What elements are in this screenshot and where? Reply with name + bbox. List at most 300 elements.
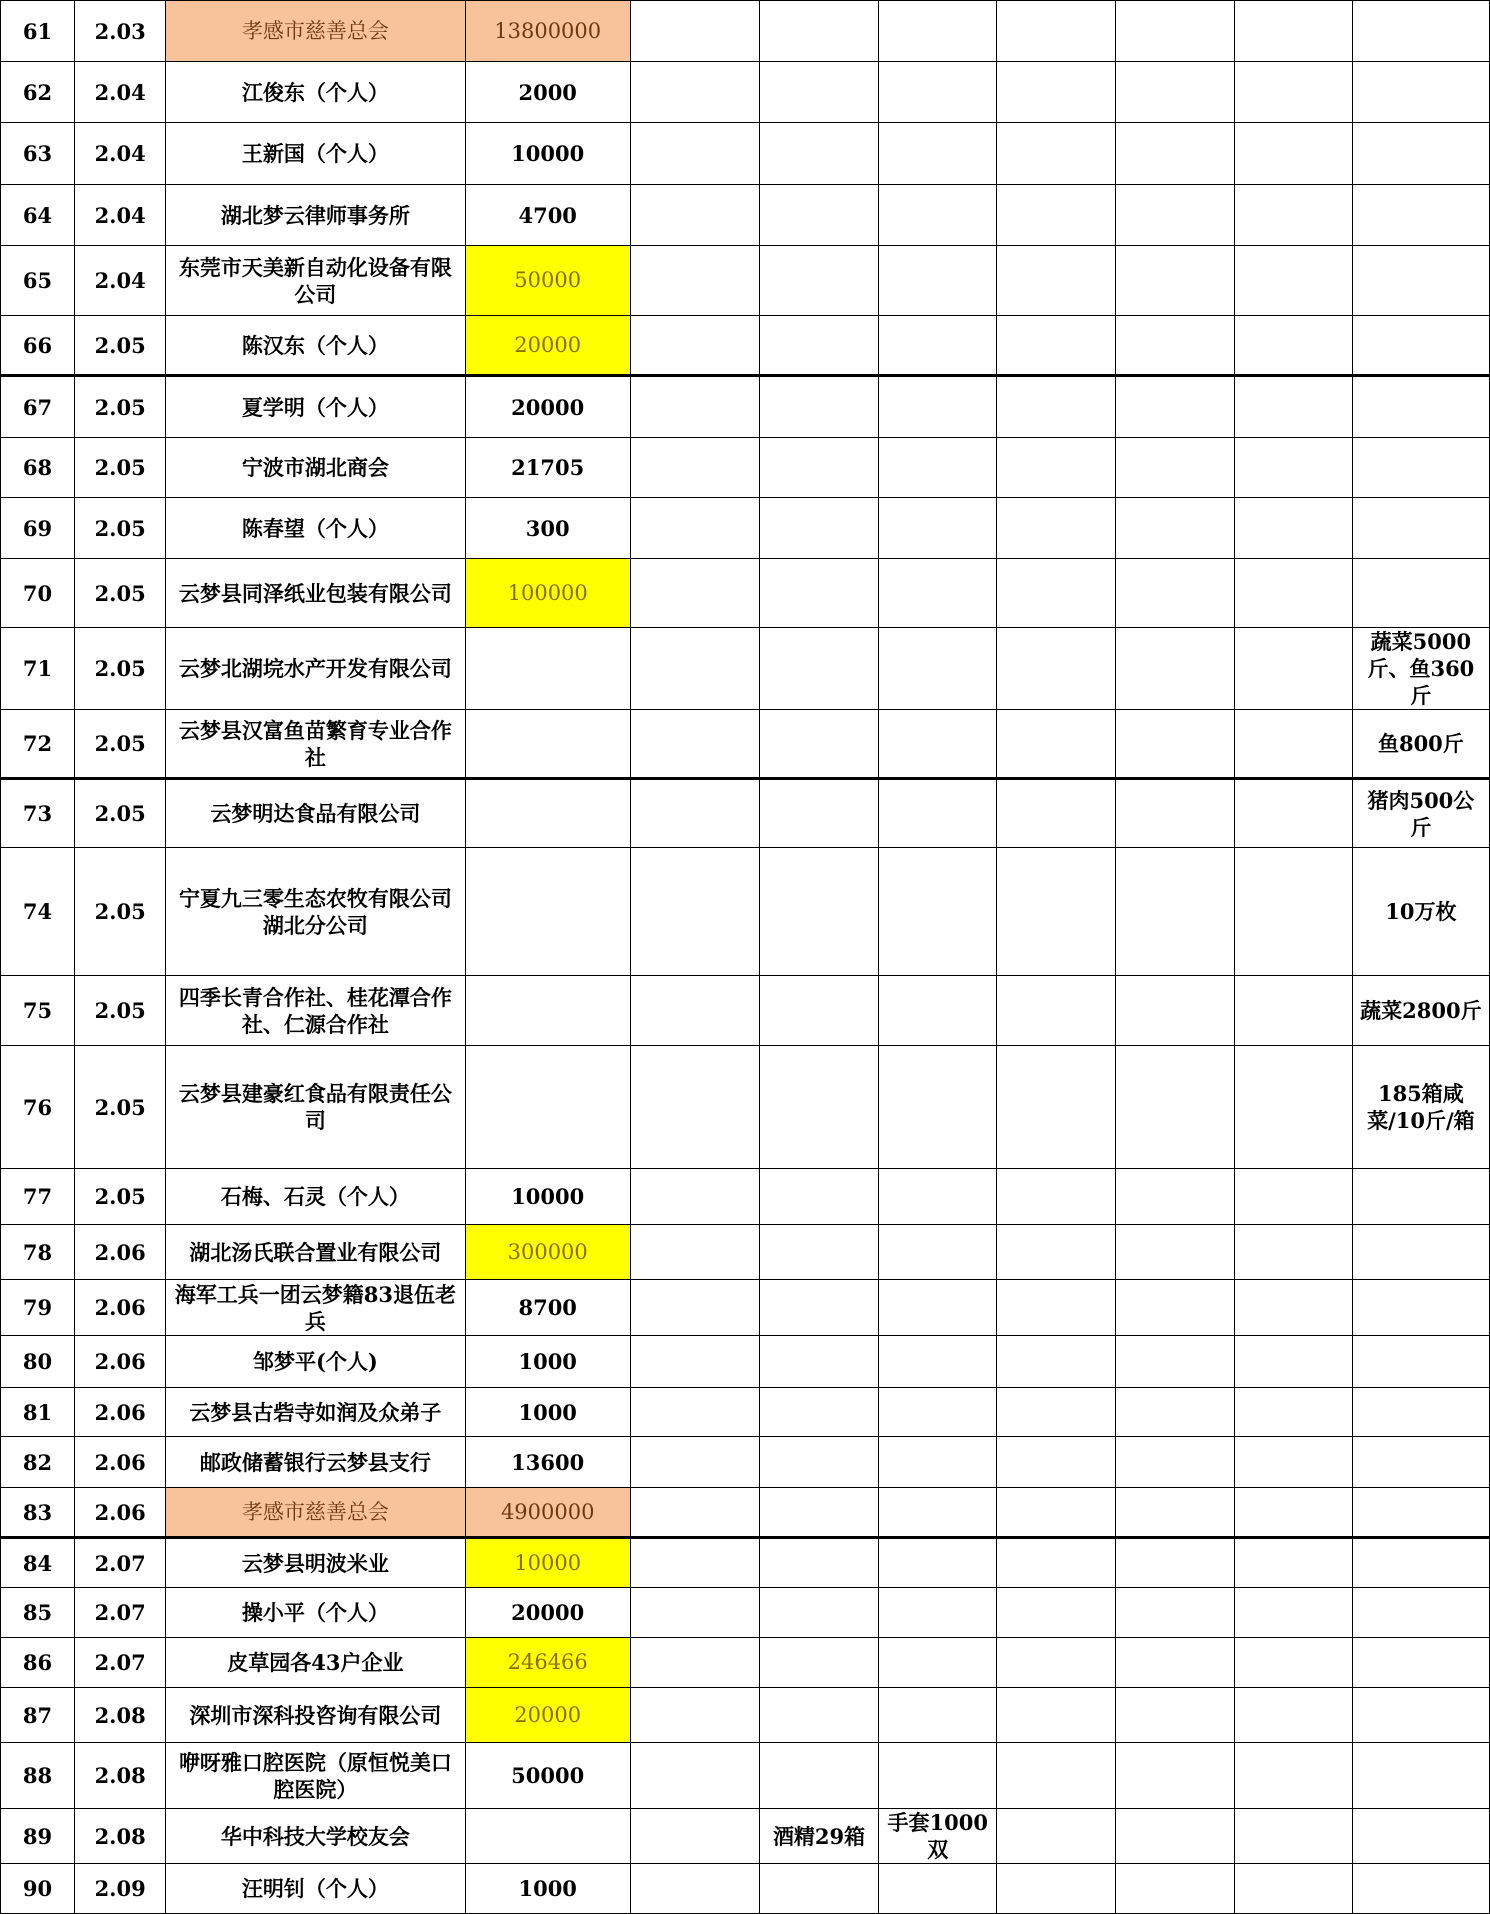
cell-row-number[interactable]: 62: [1, 62, 75, 123]
cell-date[interactable]: 2.05: [75, 559, 166, 628]
cell-amount[interactable]: 20000: [465, 316, 630, 376]
cell-col6[interactable]: [759, 185, 878, 246]
cell-date[interactable]: 2.04: [75, 123, 166, 185]
cell-col9[interactable]: [1116, 1588, 1234, 1638]
cell-col6[interactable]: [759, 976, 878, 1046]
cell-donor-name[interactable]: 孝感市慈善总会: [166, 1488, 465, 1538]
cell-col7[interactable]: [879, 498, 997, 559]
cell-date[interactable]: 2.04: [75, 185, 166, 246]
cell-col10[interactable]: [1234, 710, 1352, 779]
cell-donor-name[interactable]: 四季长青合作社、桂花潭合作社、仁源合作社: [166, 976, 465, 1046]
cell-donor-name[interactable]: 宁夏九三零生态农牧有限公司湖北分公司: [166, 848, 465, 976]
cell-col7[interactable]: [879, 316, 997, 376]
cell-amount[interactable]: [465, 1046, 630, 1169]
cell-col7[interactable]: [879, 1225, 997, 1280]
cell-col8[interactable]: [997, 185, 1116, 246]
cell-col7[interactable]: [879, 779, 997, 848]
cell-col10[interactable]: [1234, 559, 1352, 628]
cell-col8[interactable]: [997, 1280, 1116, 1336]
cell-donor-name[interactable]: 操小平（个人）: [166, 1588, 465, 1638]
cell-row-number[interactable]: 70: [1, 559, 75, 628]
cell-col5[interactable]: [630, 1588, 759, 1638]
cell-goods[interactable]: [1352, 376, 1489, 438]
cell-goods[interactable]: [1352, 559, 1489, 628]
cell-col8[interactable]: [997, 1, 1116, 62]
cell-date[interactable]: 2.08: [75, 1688, 166, 1743]
cell-col8[interactable]: [997, 498, 1116, 559]
cell-col6[interactable]: 酒精29箱: [759, 1809, 878, 1864]
cell-col7[interactable]: [879, 1743, 997, 1809]
cell-date[interactable]: 2.07: [75, 1588, 166, 1638]
cell-col5[interactable]: [630, 1336, 759, 1388]
cell-date[interactable]: 2.04: [75, 62, 166, 123]
cell-goods[interactable]: [1352, 1, 1489, 62]
cell-amount[interactable]: 50000: [465, 246, 630, 316]
cell-donor-name[interactable]: 云梦县建豪红食品有限责任公司: [166, 1046, 465, 1169]
cell-col10[interactable]: [1234, 1743, 1352, 1809]
cell-goods[interactable]: [1352, 1538, 1489, 1588]
cell-goods[interactable]: [1352, 1864, 1489, 1914]
cell-donor-name[interactable]: 汪明钊（个人）: [166, 1864, 465, 1914]
cell-date[interactable]: 2.04: [75, 246, 166, 316]
cell-donor-name[interactable]: 江俊东（个人）: [166, 62, 465, 123]
cell-col6[interactable]: [759, 62, 878, 123]
cell-col5[interactable]: [630, 1169, 759, 1225]
cell-col9[interactable]: [1116, 376, 1234, 438]
cell-date[interactable]: 2.05: [75, 438, 166, 498]
cell-date[interactable]: 2.06: [75, 1336, 166, 1388]
cell-col8[interactable]: [997, 1538, 1116, 1588]
cell-col6[interactable]: [759, 1488, 878, 1538]
cell-donor-name[interactable]: 云梦北湖垸水产开发有限公司: [166, 628, 465, 710]
cell-col5[interactable]: [630, 848, 759, 976]
cell-amount[interactable]: [465, 779, 630, 848]
cell-donor-name[interactable]: 云梦明达食品有限公司: [166, 779, 465, 848]
cell-col6[interactable]: [759, 1864, 878, 1914]
cell-goods[interactable]: [1352, 1809, 1489, 1864]
cell-date[interactable]: 2.05: [75, 1046, 166, 1169]
cell-donor-name[interactable]: 云梦县明波米业: [166, 1538, 465, 1588]
cell-donor-name[interactable]: 孝感市慈善总会: [166, 1, 465, 62]
cell-goods[interactable]: [1352, 438, 1489, 498]
cell-col7[interactable]: [879, 559, 997, 628]
cell-col7[interactable]: [879, 376, 997, 438]
cell-row-number[interactable]: 64: [1, 185, 75, 246]
cell-amount[interactable]: 246466: [465, 1638, 630, 1688]
cell-col9[interactable]: [1116, 1280, 1234, 1336]
cell-col10[interactable]: [1234, 1638, 1352, 1688]
cell-col7[interactable]: [879, 62, 997, 123]
cell-goods[interactable]: [1352, 316, 1489, 376]
cell-col8[interactable]: [997, 246, 1116, 316]
cell-col9[interactable]: [1116, 628, 1234, 710]
cell-col10[interactable]: [1234, 1588, 1352, 1638]
cell-col9[interactable]: [1116, 246, 1234, 316]
cell-col6[interactable]: [759, 628, 878, 710]
cell-donor-name[interactable]: 邹梦平(个人): [166, 1336, 465, 1388]
cell-col5[interactable]: [630, 498, 759, 559]
cell-amount[interactable]: 10000: [465, 1538, 630, 1588]
cell-row-number[interactable]: 86: [1, 1638, 75, 1688]
cell-col9[interactable]: [1116, 62, 1234, 123]
cell-row-number[interactable]: 89: [1, 1809, 75, 1864]
cell-col5[interactable]: [630, 438, 759, 498]
cell-col7[interactable]: [879, 1, 997, 62]
cell-col9[interactable]: [1116, 559, 1234, 628]
cell-col6[interactable]: [759, 1046, 878, 1169]
cell-col5[interactable]: [630, 1688, 759, 1743]
cell-row-number[interactable]: 66: [1, 316, 75, 376]
cell-col9[interactable]: [1116, 438, 1234, 498]
cell-col8[interactable]: [997, 376, 1116, 438]
cell-col7[interactable]: [879, 1388, 997, 1437]
cell-donor-name[interactable]: 深圳市深科投咨询有限公司: [166, 1688, 465, 1743]
cell-col9[interactable]: [1116, 498, 1234, 559]
cell-amount[interactable]: 13600: [465, 1437, 630, 1488]
cell-goods[interactable]: [1352, 1688, 1489, 1743]
cell-col7[interactable]: [879, 1688, 997, 1743]
cell-col10[interactable]: [1234, 376, 1352, 438]
cell-date[interactable]: 2.05: [75, 316, 166, 376]
cell-col5[interactable]: [630, 1638, 759, 1688]
cell-col7[interactable]: [879, 1638, 997, 1688]
cell-amount[interactable]: 20000: [465, 376, 630, 438]
cell-row-number[interactable]: 67: [1, 376, 75, 438]
cell-row-number[interactable]: 85: [1, 1588, 75, 1638]
cell-date[interactable]: 2.06: [75, 1437, 166, 1488]
cell-col9[interactable]: [1116, 1538, 1234, 1588]
cell-col7[interactable]: [879, 1169, 997, 1225]
cell-amount[interactable]: [465, 848, 630, 976]
cell-row-number[interactable]: 81: [1, 1388, 75, 1437]
cell-col8[interactable]: [997, 1336, 1116, 1388]
cell-col10[interactable]: [1234, 779, 1352, 848]
cell-goods[interactable]: 鱼800斤: [1352, 710, 1489, 779]
cell-date[interactable]: 2.05: [75, 498, 166, 559]
cell-col5[interactable]: [630, 1538, 759, 1588]
cell-col10[interactable]: [1234, 62, 1352, 123]
cell-col9[interactable]: [1116, 1225, 1234, 1280]
cell-col9[interactable]: [1116, 710, 1234, 779]
cell-col9[interactable]: [1116, 848, 1234, 976]
cell-date[interactable]: 2.06: [75, 1280, 166, 1336]
cell-col6[interactable]: [759, 498, 878, 559]
cell-amount[interactable]: 1000: [465, 1388, 630, 1437]
cell-col10[interactable]: [1234, 246, 1352, 316]
cell-donor-name[interactable]: 王新国（个人）: [166, 123, 465, 185]
cell-col6[interactable]: [759, 710, 878, 779]
cell-amount[interactable]: 100000: [465, 559, 630, 628]
cell-amount[interactable]: 4900000: [465, 1488, 630, 1538]
cell-col10[interactable]: [1234, 1, 1352, 62]
cell-row-number[interactable]: 84: [1, 1538, 75, 1588]
cell-col6[interactable]: [759, 1688, 878, 1743]
cell-col9[interactable]: [1116, 1336, 1234, 1388]
cell-col7[interactable]: [879, 1437, 997, 1488]
cell-col9[interactable]: [1116, 316, 1234, 376]
cell-col10[interactable]: [1234, 498, 1352, 559]
cell-col10[interactable]: [1234, 628, 1352, 710]
cell-col9[interactable]: [1116, 1046, 1234, 1169]
cell-col9[interactable]: [1116, 1, 1234, 62]
cell-col10[interactable]: [1234, 1169, 1352, 1225]
cell-col10[interactable]: [1234, 976, 1352, 1046]
cell-goods[interactable]: [1352, 246, 1489, 316]
cell-row-number[interactable]: 76: [1, 1046, 75, 1169]
cell-col7[interactable]: [879, 976, 997, 1046]
cell-goods[interactable]: 猪肉500公斤: [1352, 779, 1489, 848]
cell-row-number[interactable]: 83: [1, 1488, 75, 1538]
cell-row-number[interactable]: 73: [1, 779, 75, 848]
cell-donor-name[interactable]: 陈汉东（个人）: [166, 316, 465, 376]
cell-row-number[interactable]: 65: [1, 246, 75, 316]
cell-date[interactable]: 2.08: [75, 1809, 166, 1864]
cell-col9[interactable]: [1116, 1864, 1234, 1914]
cell-col6[interactable]: [759, 1280, 878, 1336]
cell-col10[interactable]: [1234, 1388, 1352, 1437]
cell-col5[interactable]: [630, 376, 759, 438]
cell-amount[interactable]: 300: [465, 498, 630, 559]
cell-row-number[interactable]: 82: [1, 1437, 75, 1488]
cell-row-number[interactable]: 78: [1, 1225, 75, 1280]
cell-col5[interactable]: [630, 628, 759, 710]
cell-amount[interactable]: 8700: [465, 1280, 630, 1336]
cell-donor-name[interactable]: 皮草园各43户企业: [166, 1638, 465, 1688]
cell-col9[interactable]: [1116, 779, 1234, 848]
cell-amount[interactable]: 21705: [465, 438, 630, 498]
cell-date[interactable]: 2.06: [75, 1388, 166, 1437]
cell-donor-name[interactable]: 云梦县汉富鱼苗繁育专业合作社: [166, 710, 465, 779]
cell-row-number[interactable]: 87: [1, 1688, 75, 1743]
cell-col8[interactable]: [997, 779, 1116, 848]
cell-date[interactable]: 2.06: [75, 1488, 166, 1538]
cell-col9[interactable]: [1116, 1488, 1234, 1538]
cell-goods[interactable]: [1352, 123, 1489, 185]
cell-col6[interactable]: [759, 1, 878, 62]
cell-col8[interactable]: [997, 1488, 1116, 1538]
cell-col10[interactable]: [1234, 1538, 1352, 1588]
cell-date[interactable]: 2.03: [75, 1, 166, 62]
cell-col6[interactable]: [759, 316, 878, 376]
cell-amount[interactable]: 4700: [465, 185, 630, 246]
cell-date[interactable]: 2.06: [75, 1225, 166, 1280]
cell-row-number[interactable]: 69: [1, 498, 75, 559]
cell-col8[interactable]: [997, 1437, 1116, 1488]
cell-donor-name[interactable]: 华中科技大学校友会: [166, 1809, 465, 1864]
cell-goods[interactable]: [1352, 185, 1489, 246]
cell-date[interactable]: 2.05: [75, 710, 166, 779]
cell-col6[interactable]: [759, 1336, 878, 1388]
cell-goods[interactable]: [1352, 1280, 1489, 1336]
cell-col8[interactable]: [997, 710, 1116, 779]
cell-col7[interactable]: [879, 123, 997, 185]
cell-col7[interactable]: [879, 1280, 997, 1336]
cell-donor-name[interactable]: 海军工兵一团云梦籍83退伍老兵: [166, 1280, 465, 1336]
cell-col6[interactable]: [759, 1437, 878, 1488]
cell-goods[interactable]: 185箱咸菜/10斤/箱: [1352, 1046, 1489, 1169]
cell-col10[interactable]: [1234, 123, 1352, 185]
cell-goods[interactable]: [1352, 1225, 1489, 1280]
cell-row-number[interactable]: 88: [1, 1743, 75, 1809]
cell-donor-name[interactable]: 石梅、石灵（个人）: [166, 1169, 465, 1225]
cell-goods[interactable]: [1352, 1388, 1489, 1437]
cell-col9[interactable]: [1116, 976, 1234, 1046]
cell-col8[interactable]: [997, 438, 1116, 498]
cell-goods[interactable]: 蔬菜2800斤: [1352, 976, 1489, 1046]
cell-col9[interactable]: [1116, 1169, 1234, 1225]
cell-col8[interactable]: [997, 1638, 1116, 1688]
cell-col9[interactable]: [1116, 1638, 1234, 1688]
cell-amount[interactable]: [465, 1809, 630, 1864]
cell-goods[interactable]: [1352, 1169, 1489, 1225]
cell-amount[interactable]: 1000: [465, 1864, 630, 1914]
cell-col5[interactable]: [630, 1809, 759, 1864]
cell-col9[interactable]: [1116, 1809, 1234, 1864]
cell-date[interactable]: 2.05: [75, 1169, 166, 1225]
cell-row-number[interactable]: 74: [1, 848, 75, 976]
cell-col6[interactable]: [759, 376, 878, 438]
cell-goods[interactable]: [1352, 498, 1489, 559]
cell-amount[interactable]: [465, 976, 630, 1046]
cell-col5[interactable]: [630, 1280, 759, 1336]
cell-col8[interactable]: [997, 62, 1116, 123]
cell-amount[interactable]: 2000: [465, 62, 630, 123]
cell-date[interactable]: 2.05: [75, 628, 166, 710]
cell-col10[interactable]: [1234, 316, 1352, 376]
cell-col6[interactable]: [759, 779, 878, 848]
cell-col6[interactable]: [759, 1225, 878, 1280]
cell-goods[interactable]: [1352, 62, 1489, 123]
cell-col7[interactable]: [879, 848, 997, 976]
cell-col8[interactable]: [997, 559, 1116, 628]
cell-col8[interactable]: [997, 1688, 1116, 1743]
cell-col5[interactable]: [630, 123, 759, 185]
cell-col6[interactable]: [759, 438, 878, 498]
cell-col10[interactable]: [1234, 1688, 1352, 1743]
cell-date[interactable]: 2.05: [75, 376, 166, 438]
cell-donor-name[interactable]: 陈春望（个人）: [166, 498, 465, 559]
cell-col7[interactable]: 手套1000双: [879, 1809, 997, 1864]
cell-col6[interactable]: [759, 246, 878, 316]
cell-row-number[interactable]: 68: [1, 438, 75, 498]
cell-row-number[interactable]: 75: [1, 976, 75, 1046]
cell-col5[interactable]: [630, 1, 759, 62]
cell-col8[interactable]: [997, 1588, 1116, 1638]
cell-col8[interactable]: [997, 1169, 1116, 1225]
cell-col8[interactable]: [997, 848, 1116, 976]
cell-col10[interactable]: [1234, 1280, 1352, 1336]
cell-goods[interactable]: 蔬菜5000斤、鱼360斤: [1352, 628, 1489, 710]
cell-donor-name[interactable]: 邮政储蓄银行云梦县支行: [166, 1437, 465, 1488]
cell-col9[interactable]: [1116, 1388, 1234, 1437]
cell-date[interactable]: 2.05: [75, 779, 166, 848]
cell-donor-name[interactable]: 云梦县同泽纸业包装有限公司: [166, 559, 465, 628]
cell-goods[interactable]: [1352, 1336, 1489, 1388]
cell-col5[interactable]: [630, 1046, 759, 1169]
cell-donor-name[interactable]: 宁波市湖北商会: [166, 438, 465, 498]
cell-col10[interactable]: [1234, 1336, 1352, 1388]
cell-date[interactable]: 2.07: [75, 1638, 166, 1688]
cell-row-number[interactable]: 61: [1, 1, 75, 62]
cell-row-number[interactable]: 90: [1, 1864, 75, 1914]
cell-date[interactable]: 2.09: [75, 1864, 166, 1914]
cell-goods[interactable]: 10万枚: [1352, 848, 1489, 976]
cell-col8[interactable]: [997, 976, 1116, 1046]
cell-col6[interactable]: [759, 1588, 878, 1638]
cell-col5[interactable]: [630, 1225, 759, 1280]
cell-amount[interactable]: 20000: [465, 1688, 630, 1743]
cell-col9[interactable]: [1116, 123, 1234, 185]
cell-col9[interactable]: [1116, 1437, 1234, 1488]
cell-row-number[interactable]: 63: [1, 123, 75, 185]
cell-donor-name[interactable]: 云梦县古砦寺如润及众弟子: [166, 1388, 465, 1437]
cell-donor-name[interactable]: 东莞市天美新自动化设备有限公司: [166, 246, 465, 316]
cell-col7[interactable]: [879, 246, 997, 316]
cell-col5[interactable]: [630, 779, 759, 848]
cell-row-number[interactable]: 80: [1, 1336, 75, 1388]
cell-col5[interactable]: [630, 1864, 759, 1914]
cell-col10[interactable]: [1234, 1488, 1352, 1538]
cell-col10[interactable]: [1234, 1809, 1352, 1864]
cell-col9[interactable]: [1116, 1688, 1234, 1743]
cell-amount[interactable]: 10000: [465, 123, 630, 185]
cell-date[interactable]: 2.07: [75, 1538, 166, 1588]
cell-col5[interactable]: [630, 246, 759, 316]
cell-row-number[interactable]: 77: [1, 1169, 75, 1225]
cell-col6[interactable]: [759, 559, 878, 628]
cell-col5[interactable]: [630, 559, 759, 628]
cell-goods[interactable]: [1352, 1588, 1489, 1638]
cell-col6[interactable]: [759, 1638, 878, 1688]
cell-amount[interactable]: 20000: [465, 1588, 630, 1638]
cell-col10[interactable]: [1234, 848, 1352, 976]
cell-col5[interactable]: [630, 185, 759, 246]
cell-col10[interactable]: [1234, 1046, 1352, 1169]
cell-row-number[interactable]: 79: [1, 1280, 75, 1336]
cell-col6[interactable]: [759, 1388, 878, 1437]
cell-goods[interactable]: [1352, 1743, 1489, 1809]
cell-col5[interactable]: [630, 62, 759, 123]
cell-donor-name[interactable]: 咿呀雅口腔医院（原恒悦美口腔医院）: [166, 1743, 465, 1809]
cell-col7[interactable]: [879, 1864, 997, 1914]
cell-col5[interactable]: [630, 1488, 759, 1538]
cell-col7[interactable]: [879, 438, 997, 498]
cell-col5[interactable]: [630, 710, 759, 779]
cell-col8[interactable]: [997, 628, 1116, 710]
cell-col7[interactable]: [879, 1046, 997, 1169]
cell-col10[interactable]: [1234, 185, 1352, 246]
cell-amount[interactable]: 50000: [465, 1743, 630, 1809]
cell-amount[interactable]: [465, 628, 630, 710]
cell-col7[interactable]: [879, 628, 997, 710]
cell-date[interactable]: 2.05: [75, 976, 166, 1046]
cell-col6[interactable]: [759, 123, 878, 185]
cell-goods[interactable]: [1352, 1638, 1489, 1688]
cell-donor-name[interactable]: 湖北梦云律师事务所: [166, 185, 465, 246]
cell-col6[interactable]: [759, 848, 878, 976]
cell-goods[interactable]: [1352, 1437, 1489, 1488]
cell-amount[interactable]: 1000: [465, 1336, 630, 1388]
cell-donor-name[interactable]: 夏学明（个人）: [166, 376, 465, 438]
cell-col10[interactable]: [1234, 438, 1352, 498]
cell-col10[interactable]: [1234, 1864, 1352, 1914]
cell-col8[interactable]: [997, 123, 1116, 185]
cell-col10[interactable]: [1234, 1225, 1352, 1280]
cell-amount[interactable]: 10000: [465, 1169, 630, 1225]
cell-col5[interactable]: [630, 316, 759, 376]
cell-date[interactable]: 2.08: [75, 1743, 166, 1809]
cell-row-number[interactable]: 72: [1, 710, 75, 779]
